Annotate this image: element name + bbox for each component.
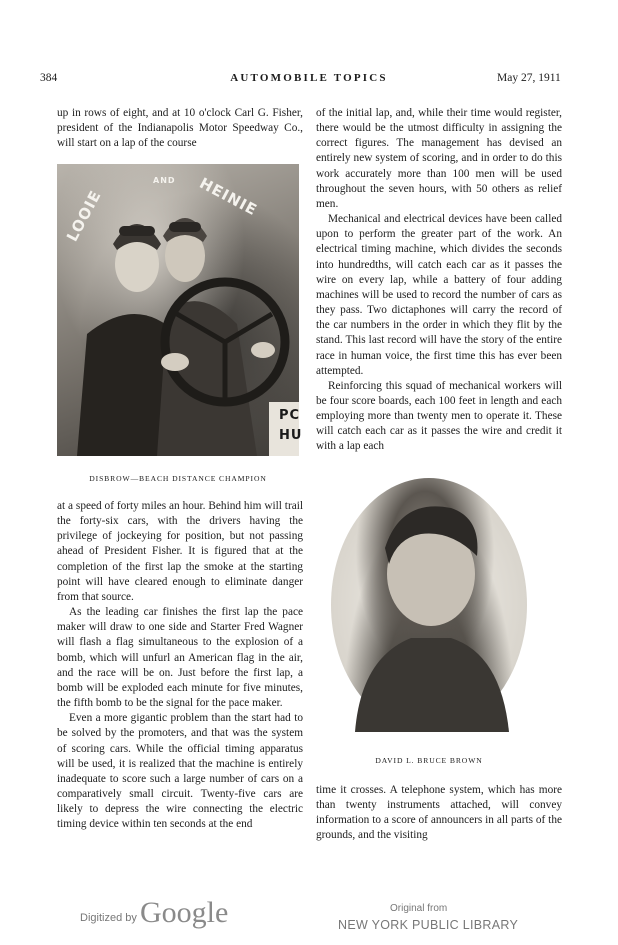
photo-lettering-corner-2: HU <box>279 428 303 443</box>
paragraph: Reinforcing this squad of mechanical workers will be four score boards, each 100 feet in length and each employing more than twenty men to operate it. These will catch each car as it passes the wire and credit it with a lap each <box>316 379 562 453</box>
left-top-paragraph: up in rows of eight, and at 10 o'clock Carl G. Fisher, president of the Indianapolis Motor Speedway Co., will start on a lap of the course <box>57 107 303 150</box>
photo-caption-disbrow: DISBROW—BEACH DISTANCE CHAMPION <box>89 474 267 483</box>
right-column-bottom <box>316 783 562 844</box>
left-column-body <box>57 499 303 832</box>
original-from-label: Original from <box>390 903 448 914</box>
paragraph: Mechanical and electrical devices have been called upon to perform the greater part of the work. An electrical timing machine, which divides the seconds into hundredths, will catch each car as it passes the wire on every lap, while a battery of four adding machines will be used to record the number of cars as they pass. Two dictaphones will carry the record of the car numbers in the order in which they flit by the stand. This last record will have the story of the entire race in human voice, the first time this has ever been attempted. <box>316 213 562 377</box>
photo-caption-bruce-brown: DAVID L. BRUCE BROWN <box>375 756 483 765</box>
issue-date: May 27, 1911 <box>497 72 561 84</box>
google-logo: Google <box>140 896 229 929</box>
portrait-jacket <box>355 638 509 732</box>
digitized-by-label: Digitized by <box>80 912 137 924</box>
paragraph: at a speed of forty miles an hour. Behind him will trail the forty-six cars, with the drivers having the privilege of jockeying for position, but not passing ahead of President Fisher. It is figured that at the completion of the first lap the smoke at the starting point will have cleared enough to eliminate danger from that source. <box>57 500 303 603</box>
paragraph: time it crosses. A telephone system, which has more than twenty instruments attached, will convey information to a score of announcers in all parts of the grounds, and the visiting <box>316 784 562 842</box>
running-title: AUTOMOBILE TOPICS <box>230 72 388 84</box>
paragraph: Even a more gigantic problem than the start had to be solved by the promoters, and that was the system of scoring cars. While the official timing apparatus will be used, it is realized that the machine is entirely inadequate to score such a large number of cars on a comparatively small circuit. Twenty-five cars are likely to depress the wire connecting the electric timing device within ten seconds at the end <box>57 712 303 831</box>
hand <box>251 342 275 358</box>
right-column-body <box>316 106 562 455</box>
page-number: 384 <box>40 72 58 84</box>
hand <box>161 353 189 371</box>
paragraph: of the initial lap, and, while their time would register, there would be the utmost difficulty in assigning the correct figures. The management has devised an entirely new system of scoring, and in order to do this work accurately more than 100 men will be used throughout the seven hours, with 50 others as relief men. <box>316 107 562 210</box>
goggles <box>169 222 201 232</box>
disbrow-photo <box>57 164 303 456</box>
photo-lettering-corner-1: PC <box>279 408 301 423</box>
photo-lettering-looie: LOOIE <box>63 187 105 245</box>
library-label: NEW YORK PUBLIC LIBRARY <box>338 918 519 932</box>
portrait-illustration <box>331 478 527 732</box>
paragraph: As the leading car finishes the first lap the pace maker will draw to one side and Starter Fred Wagner will flash a flag simultaneous to the explosion of a bomb, which will unfurl an American flag in the air, and the race will be on. Just before the first lap, a bomb will be exploded each minute for five minutes, the fifth bomb to be the signal for the pace maker. <box>57 606 303 710</box>
photo-lettering-heinie: HEINIE <box>196 174 261 220</box>
bruce-brown-portrait <box>331 478 527 732</box>
goggles <box>119 226 155 236</box>
photo-lettering-and: AND <box>153 176 176 185</box>
